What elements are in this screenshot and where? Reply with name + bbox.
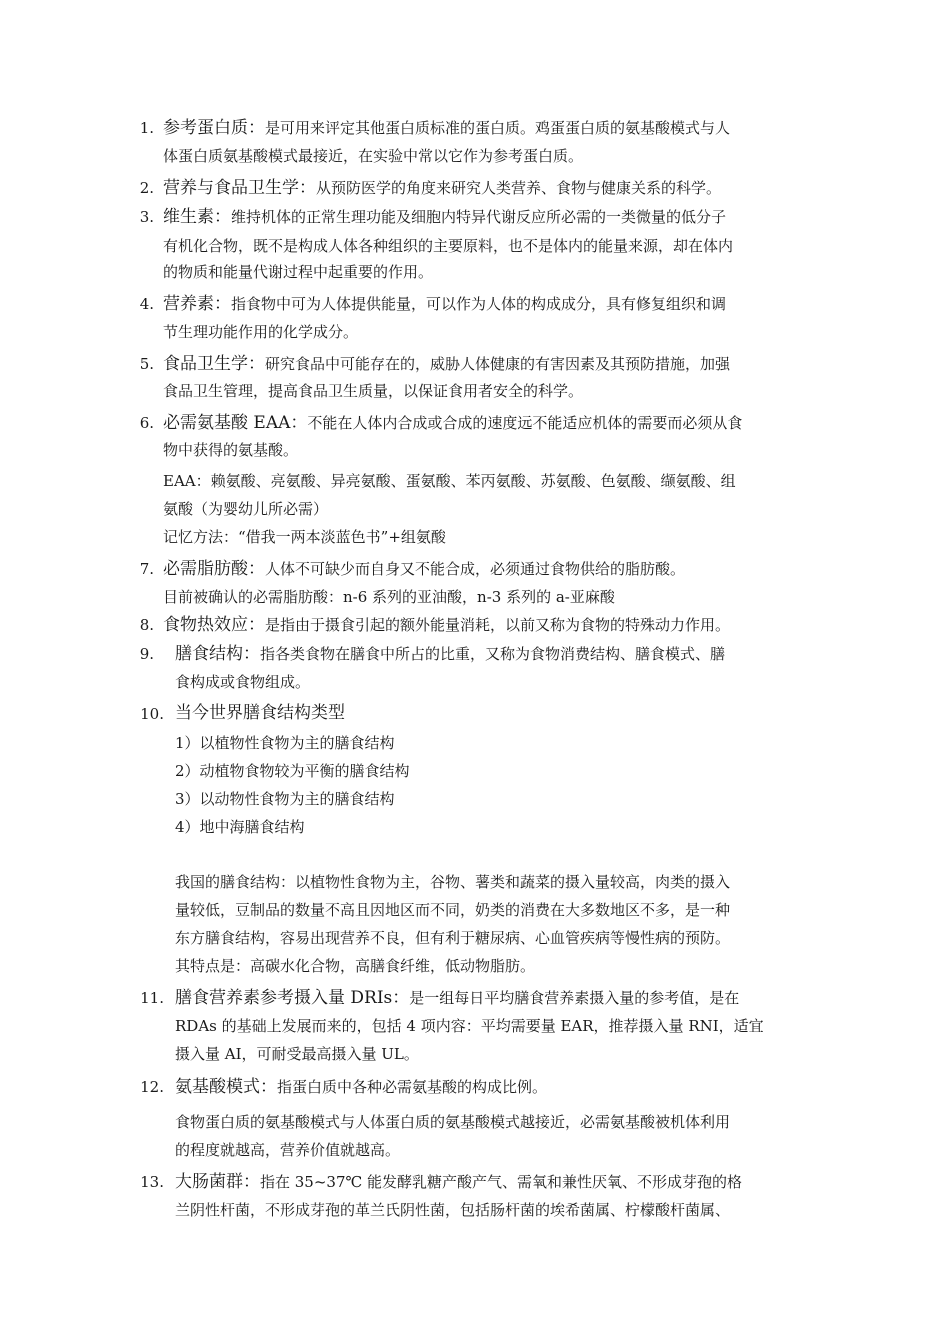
- item-line: [163, 178, 721, 198]
- item-text: 指食物中可为人体提供能量，可以作为人体的构成成分，具有修复组织和调: [231, 295, 727, 313]
- item-text: 维持机体的正常生理功能及细胞内特异代谢反应所必需的一类微量的低分子: [231, 208, 727, 226]
- item-term: 氨基酸模式：: [175, 1077, 277, 1097]
- list-item: 4）地中海膳食结构: [175, 818, 305, 836]
- item-line: [175, 644, 725, 664]
- item-number: 1.: [139, 119, 154, 137]
- item-line: [163, 413, 742, 433]
- item-number: 2.: [139, 179, 154, 197]
- item-term: 营养素：: [163, 294, 231, 314]
- item-note: 我国的膳食结构：以植物性食物为主，谷物、薯类和蔬菜的摄入量较高，肉类的摄入: [175, 873, 731, 891]
- item-number: 9.: [139, 645, 154, 663]
- item-text: 指蛋白质中各种必需氨基酸的构成比例。: [277, 1078, 548, 1096]
- item-number: 12.: [140, 1078, 164, 1096]
- item-term: 膳食营养素参考摄入量 DRIs：: [175, 988, 410, 1008]
- item-term: 营养与食品卫生学：: [163, 178, 316, 198]
- item-note: 量较低，豆制品的数量不高且因地区而不同，奶类的消费在大多数地区不多，是一种: [175, 901, 731, 919]
- item-note: 食物蛋白质的氨基酸模式与人体蛋白质的氨基酸模式越接近，必需氨基酸被机体利用: [175, 1113, 731, 1131]
- item-text: 是可用来评定其他蛋白质标准的蛋白质。鸡蛋蛋白质的氨基酸模式与人: [265, 119, 731, 137]
- list-item: 3）以动物性食物为主的膳食结构: [175, 790, 395, 808]
- item-text: 从预防医学的角度来研究人类营养、食物与健康关系的科学。: [316, 179, 722, 197]
- item-text: 指各类食物在膳食中所占的比重，又称为食物消费结构、膳食模式、膳: [260, 645, 726, 663]
- item-line: [175, 988, 739, 1008]
- item-text: 兰阴性杆菌，不形成芽孢的革兰氏阴性菌，包括肠杆菌的埃希菌属、柠檬酸杆菌属、: [175, 1201, 731, 1219]
- item-line: [175, 1077, 547, 1097]
- item-number: 13.: [140, 1173, 164, 1191]
- item-text: 有机化合物，既不是构成人体各种组织的主要原料，也不是体内的能量来源，却在体内: [163, 237, 734, 255]
- item-term: 食品卫生学：: [163, 354, 265, 374]
- item-text: RDAs 的基础上发展而来的，包括 4 项内容：平均需要量 EAR，推荐摄入量 RNI，适宜: [175, 1017, 764, 1035]
- item-line: [163, 354, 730, 374]
- list-item: 1）以植物性食物为主的膳食结构: [175, 734, 395, 752]
- item-number: 6.: [139, 414, 154, 432]
- item-note: 目前被确认的必需脂肪酸：n-6 系列的亚油酸，n-3 系列的 a-亚麻酸: [163, 588, 615, 606]
- item-note: 其特点是：高碳水化合物，高膳食纤维，低动物脂肪。: [175, 957, 536, 975]
- item-number: 8.: [139, 616, 154, 634]
- item-line: [175, 1172, 742, 1192]
- item-number: 10.: [140, 705, 164, 723]
- item-text: 食品卫生管理，提高食品卫生质量，以保证食用者安全的科学。: [163, 382, 584, 400]
- item-text: 摄入量 AI，可耐受最高摄入量 UL。: [175, 1045, 419, 1063]
- item-line: [163, 207, 726, 227]
- item-term: 食物热效应：: [163, 615, 265, 635]
- item-note: 氨酸（为婴幼儿所必需）: [163, 500, 329, 518]
- item-number: 4.: [139, 295, 154, 313]
- item-text: 指在 35~37℃ 能发酵乳糖产酸产气、需氧和兼性厌氧、不形成芽孢的格: [260, 1173, 743, 1191]
- item-text: 的物质和能量代谢过程中起重要的作用。: [163, 263, 434, 281]
- item-number: 3.: [139, 208, 154, 226]
- item-text: 节生理功能作用的化学成分。: [163, 323, 359, 341]
- item-text: 研究食品中可能存在的，威胁人体健康的有害因素及其预防措施，加强: [265, 355, 731, 373]
- item-line: [163, 615, 730, 635]
- item-text: 体蛋白质氨基酸模式最接近，在实验中常以它作为参考蛋白质。: [163, 147, 584, 165]
- item-number: 7.: [139, 560, 154, 578]
- item-text: 是指由于摄食引起的额外能量消耗，以前又称为食物的特殊动力作用。: [265, 616, 731, 634]
- item-line: [163, 118, 730, 138]
- item-number: 11.: [140, 989, 164, 1007]
- item-text: 人体不可缺少而自身又不能合成，必须通过食物供给的脂肪酸。: [265, 560, 686, 578]
- item-text: 物中获得的氨基酸。: [163, 441, 299, 459]
- item-line: [163, 559, 685, 579]
- item-term: 大肠菌群：: [175, 1172, 260, 1192]
- item-text: 食构成或食物组成。: [175, 673, 311, 691]
- item-text: 是一组每日平均膳食营养素摄入量的参考值，是在: [409, 989, 740, 1007]
- item-term: 必需氨基酸 EAA：: [163, 413, 308, 433]
- item-term: 维生素：: [163, 207, 231, 227]
- item-term: 膳食结构：: [175, 644, 260, 664]
- item-number: 5.: [139, 355, 154, 373]
- list-item: 2）动植物食物较为平衡的膳食结构: [175, 762, 410, 780]
- item-note: 记忆方法：“借我一两本淡蓝色书”+组氨酸: [163, 528, 446, 546]
- item-note: 东方膳食结构，容易出现营养不良，但有利于糖尿病、心血管疾病等慢性病的预防。: [175, 929, 731, 947]
- item-note: EAA：赖氨酸、亮氨酸、异亮氨酸、蛋氨酸、苯丙氨酸、苏氨酸、色氨酸、缬氨酸、组: [163, 472, 736, 490]
- item-term: 必需脂肪酸：: [163, 559, 265, 579]
- item-line: [163, 294, 726, 314]
- item-term: 参考蛋白质：: [163, 118, 265, 138]
- item-term: 当今世界膳食结构类型: [175, 703, 345, 723]
- item-note: 的程度就越高，营养价值就越高。: [175, 1141, 401, 1159]
- item-text: 不能在人体内合成或合成的速度远不能适应机体的需要而必须从食: [307, 414, 743, 432]
